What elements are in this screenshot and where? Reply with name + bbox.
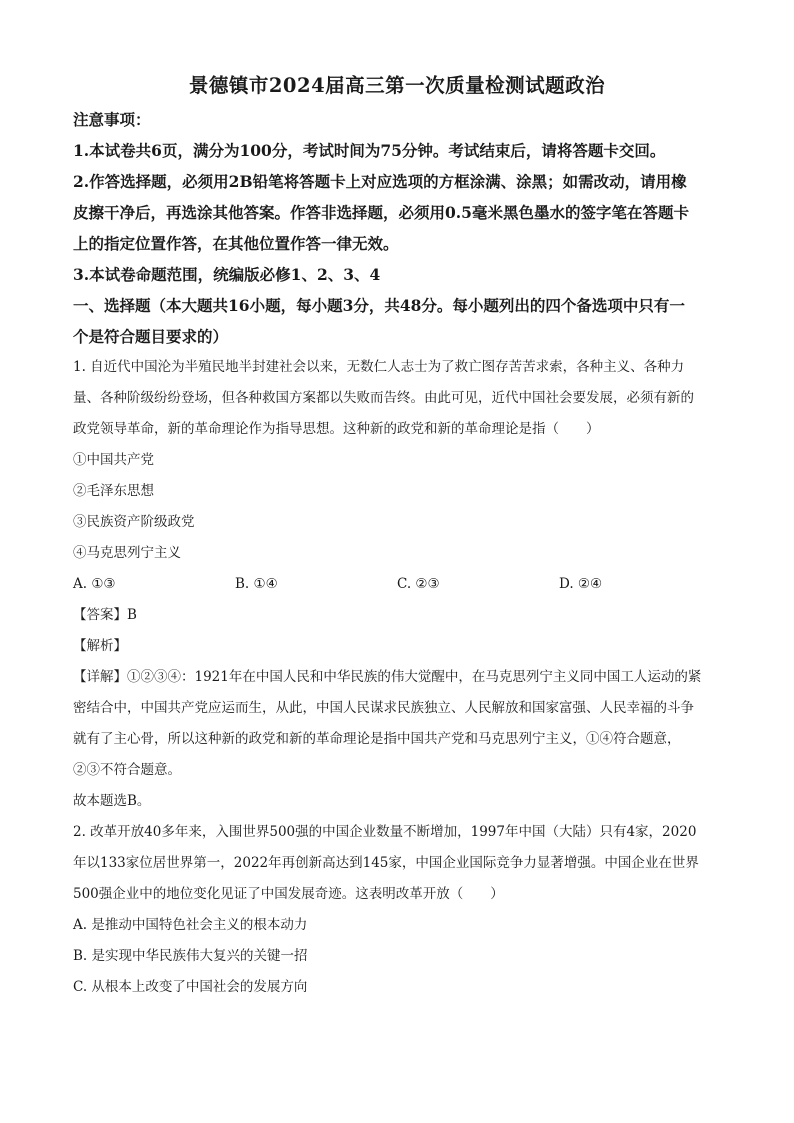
notice-line: 2.作答选择题，必须用2B铅笔将答题卡上对应选项的方框涂满、涂黑；如需改动，请用橡 — [73, 172, 687, 191]
answer-options — [73, 569, 723, 600]
question-stem-line: 500强企业中的地位变化见证了中国发展奇迹。这表明改革开放（ ） — [73, 886, 504, 902]
notice-line: 1.本试卷共6页，满分为100分，考试时间为75分钟。考试结束后，请将答题卡交回。 — [73, 141, 666, 160]
question-stem-line: 1. 自近代中国沦为半殖民地半封建社会以来，无数仁人志士为了救亡图存苦苦求索，各种主义、各种力 — [73, 359, 685, 375]
option-a: A. 是推动中国特色社会主义的根本动力 — [73, 917, 308, 933]
detail-line: 【详解】①②③④：1921年在中国人民和中华民族的伟大觉醒中，在马克思列宁主义同中国工人运动的紧 — [73, 669, 702, 685]
section-heading-line: 一、选择题（本大题共16小题，每小题3分，共48分。每小题列出的四个备选项中只有一 — [73, 296, 685, 315]
section-heading — [73, 290, 723, 352]
option-c: C. 从根本上改变了中国社会的发展方向 — [73, 979, 308, 995]
notice-block — [73, 104, 723, 290]
detail-line: 就有了主心骨，所以这种新的政党和新的革命理论是指中国共产党和马克思列宁主义，①④符合题意， — [73, 731, 681, 747]
question-item: ①中国共产党 — [73, 452, 154, 468]
notice-heading: 注意事项： — [73, 110, 151, 129]
notice-line: 3.本试卷命题范围，统编版必修1、2、3、4 — [73, 265, 381, 284]
question-2 — [73, 817, 723, 1003]
question-1 — [73, 352, 723, 817]
question-item: ③民族资产阶级政党 — [73, 514, 195, 530]
option-d: D. ②④ — [559, 576, 603, 592]
conclusion-line: 故本题选B。 — [73, 793, 151, 809]
question-item: ④马克思列宁主义 — [73, 545, 181, 561]
question-item: ②毛泽东思想 — [73, 483, 154, 499]
page-title: 景德镇市2024届高三第一次质量检测试题政治 — [188, 74, 606, 97]
answer-label: 【答案】B — [73, 607, 137, 623]
question-stem-line: 量、各种阶级纷纷登场，但各种救国方案都以失败而告终。由此可见，近代中国社会要发展，必须有新的 — [73, 390, 694, 406]
notice-line: 皮擦干净后，再选涂其他答案。作答非选择题，必须用0.5毫米黑色墨水的签字笔在答题卡 — [73, 203, 689, 222]
option-b: B. 是实现中华民族伟大复兴的关键一招 — [73, 948, 308, 964]
section-heading-line: 个是符合题目要求的） — [73, 327, 229, 346]
detail-line: 密结合中，中国共产党应运而生，从此，中国人民谋求民族独立、人民解放和国家富强、人民幸福的斗争 — [73, 700, 694, 716]
detail-line: ②③不符合题意。 — [73, 762, 181, 778]
option-c: C. ②③ — [397, 576, 440, 592]
question-stem-line: 年以133家位居世界第一，2022年再创新高达到145家，中国企业国际竞争力显著增强。中国企业在世界 — [73, 855, 699, 871]
question-stem-line: 政党领导革命，新的革命理论作为指导思想。这种新的政党和新的革命理论是指（ ） — [73, 421, 600, 437]
page-content — [73, 104, 723, 1003]
question-stem-line: 2. 改革开放40多年来，入围世界500强的中国企业数量不断增加，1997年中国（大陆）只有4家，2020 — [73, 824, 697, 840]
option-a: A. ①③ — [73, 576, 116, 592]
option-b: B. ①④ — [235, 576, 278, 592]
notice-line: 上的指定位置作答，在其他位置作答一律无效。 — [73, 234, 399, 253]
analysis-label: 【解析】 — [73, 638, 127, 654]
